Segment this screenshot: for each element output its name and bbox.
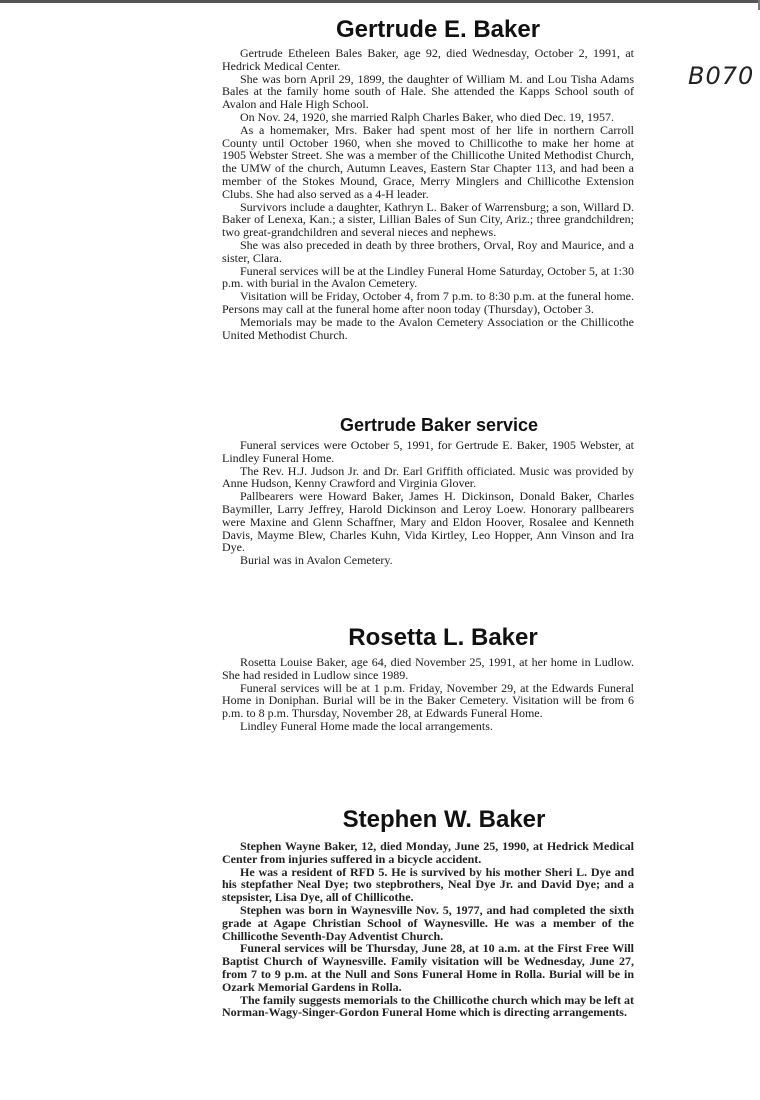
article-paragraph: Funeral services will be at 1 p.m. Friday, November 29, at the Edwards Funeral Home in Doniphan. Burial will be in the Baker Cemetery. Visitation will be from 6 p.m. to 8 p.m. Thursday, November 28, at Edwards Funeral Home. xyxy=(222,680,634,721)
article-headline: Gertrude Baker service xyxy=(339,415,539,435)
scan-top-border xyxy=(0,0,760,3)
article-paragraph: Funeral services were October 5, 1991, for Gertrude E. Baker, 1905 Webster, at Lindley Funeral Home. xyxy=(222,438,634,465)
article-headline: Gertrude E. Baker xyxy=(335,16,541,43)
article-paragraph: Stephen was born in Waynesville Nov. 5, 1977, and had completed the sixth grade at Agape Christian School of Waynesville. He was a member of the Chillicothe Seventh-Day Adventist Church. xyxy=(222,902,634,943)
article-paragraph: She was also preceded in death by three brothers, Orval, Roy and Maurice, and a sister, Clara. xyxy=(222,237,634,265)
article-paragraph: Memorials may be made to the Avalon Cemetery Association or the Chillicothe United Methodist Church. xyxy=(222,314,634,342)
service-notice-gertrude-baker xyxy=(222,414,634,567)
article-paragraph: Funeral services will be Thursday, June 28, at 10 a.m. at the First Free Will Baptist Church of Waynesville. Family visitation will be Wednesday, June 27, from 7 to 9 p.m. at the Null and Sons Funeral Home in Rolla. Burial will be in Ozark Memorial Gardens in Rolla. xyxy=(222,941,634,994)
article-paragraph: Gertrude Etheleen Bales Baker, age 92, died Wednesday, October 2, 1991, at Hedrick Medical Center. xyxy=(222,46,634,73)
article-paragraph: Pallbearers were Howard Baker, James H. Dickinson, Donald Baker, Charles Baymiller, Larry Jeffrey, Harold Dickinson and Leroy Loew. Honorary pallbearers were Maxine and Glenn Schaffner, Mary and Eldon Hoover, Rosalee and Kenneth Davis, Mayme Blew, Charles Kuhn, Vida Kirtley, Leo Hopper, Ann Vinson and Ira Dye. xyxy=(222,489,634,555)
article-paragraph: The family suggests memorials to the Chillicothe church which may be left at Norman-Wagy-Singer-Gordon Funeral Home which is directing arrangements. xyxy=(222,992,634,1020)
article-paragraph: The Rev. H.J. Judson Jr. and Dr. Earl Griffith officiated. Music was provided by Anne Hudson, Kenny Crawford and Virginia Glover. xyxy=(222,463,634,491)
article-paragraph: As a homemaker, Mrs. Baker had spent most of her life in northern Carroll County until October 1960, when she moved to Chillicothe to make her home at 1905 Webster Street. She was a member of the Chillicothe United Methodist Church, the UMW of the church, Autumn Leaves, Eastern Star Chapter 113, and had been a member of the Stokes Mound, Grace, Merry Minglers and Chillicothe Extension Clubs. She had also served as a 4-H leader. xyxy=(222,122,634,201)
article-paragraph: Funeral services will be at the Lindley Funeral Home Saturday, October 5, at 1:30 p.m. with burial in the Avalon Cemetery. xyxy=(222,263,634,291)
obituary-stephen-baker xyxy=(222,806,634,1019)
article-body xyxy=(222,439,634,567)
article-paragraph: She was born April 29, 1899, the daughter of William M. and Lou Tisha Adams Bales at the family home south of Hale. She attended the Kapps School south of Avalon and Hale High School. xyxy=(222,71,634,112)
article-paragraph: Visitation will be Friday, October 4, from 7 p.m. to 8:30 p.m. at the funeral home. Persons may call at the funeral home after noon today (Thursday), October 3. xyxy=(222,289,634,316)
article-paragraph: Lindley Funeral Home made the local arrangements. xyxy=(240,718,493,733)
article-paragraph: He was a resident of RFD 5. He is survived by his mother Sheri L. Dye and his stepfather Neal Dye; two stepbrothers, Neal Dye Jr. and David Dye; and a stepsister, Lisa Dye, all of Chillicothe. xyxy=(222,864,634,905)
article-body xyxy=(222,840,634,1019)
obituary-rosetta-baker xyxy=(222,624,634,733)
handwritten-reference-mark: B070 xyxy=(688,62,755,90)
article-paragraph: Stephen Wayne Baker, 12, died Monday, June 25, 1990, at Hedrick Medical Center from injuries suffered in a bicycle accident. xyxy=(222,839,634,866)
obituary-gertrude-baker xyxy=(222,16,634,341)
article-body xyxy=(222,47,634,341)
article-paragraph: Burial was in Avalon Cemetery. xyxy=(240,553,393,568)
article-body xyxy=(222,656,634,733)
article-headline: Stephen W. Baker xyxy=(342,806,546,833)
article-headline: Rosetta L. Baker xyxy=(348,624,538,651)
article-paragraph: Survivors include a daughter, Kathryn L. Baker of Warrensburg; a son, Willard D. Baker of Lenexa, Kan.; a sister, Lillian Bales of Sun City, Ariz.; three grandchildren; two great-grandchildren and several nieces and nephews. xyxy=(222,199,634,240)
article-paragraph: Rosetta Louise Baker, age 64, died November 25, 1991, at her home in Ludlow. She had resided in Ludlow since 1989. xyxy=(222,655,634,682)
article-paragraph: On Nov. 24, 1920, she married Ralph Charles Baker, who died Dec. 19, 1957. xyxy=(240,109,614,124)
